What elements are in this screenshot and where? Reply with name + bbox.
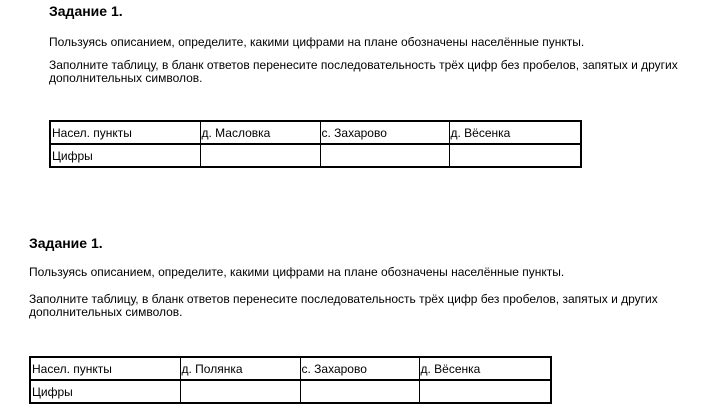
table-answer-row	[50, 144, 581, 167]
task-block-2	[29, 235, 699, 415]
task-instruction: Пользуясь описанием, определите, какими цифрами на плане обозначены населённые пункты.	[49, 35, 585, 49]
table-header-row	[30, 357, 551, 380]
table-answer-row	[30, 380, 551, 403]
table-column-header: с. Захарово	[320, 121, 449, 144]
table-column-header: с. Захарово	[300, 357, 419, 380]
answer-cell[interactable]	[449, 144, 581, 167]
table-column-header: д. Полянка	[180, 357, 300, 380]
answer-cell[interactable]	[200, 144, 320, 167]
table-column-header: д. Масловка	[200, 121, 320, 144]
table-row-label: Насел. пункты	[30, 357, 180, 380]
answer-table	[29, 356, 552, 404]
answer-table	[49, 120, 582, 168]
task-answer-note: Заполните таблицу, в бланк ответов перенесите последовательность трёх цифр без пробелов, запятых и других дополнительных символов.	[29, 292, 658, 319]
answer-cell[interactable]	[419, 380, 551, 403]
table-row-label: Насел. пункты	[50, 121, 200, 144]
task-title: Задание 1.	[29, 235, 103, 251]
table-column-header: д. Вёсенка	[419, 357, 551, 380]
table-column-header: д. Вёсенка	[449, 121, 581, 144]
task-answer-note: Заполните таблицу, в бланк ответов перенесите последовательность трёх цифр без пробелов, запятых и других дополнительных символов.	[49, 58, 678, 85]
answer-cell[interactable]	[300, 380, 419, 403]
task-block-1	[49, 3, 699, 175]
answer-cell[interactable]	[320, 144, 449, 167]
table-row-label: Цифры	[50, 144, 200, 167]
table-header-row	[50, 121, 581, 144]
table-row-label: Цифры	[30, 380, 180, 403]
task-instruction: Пользуясь описанием, определите, какими цифрами на плане обозначены населённые пункты.	[29, 265, 565, 279]
answer-cell[interactable]	[180, 380, 300, 403]
task-title: Задание 1.	[49, 3, 123, 19]
